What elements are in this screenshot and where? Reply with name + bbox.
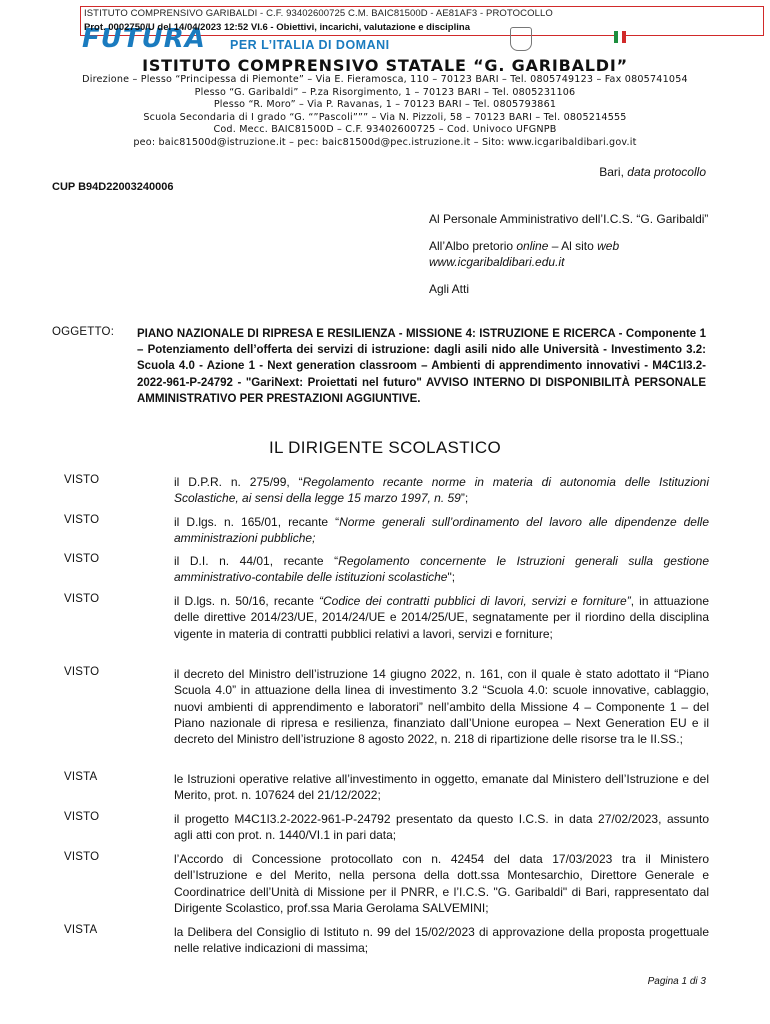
row-text	[174, 553, 709, 586]
row-text-part: il D.P.R. n. 275/99, “	[174, 475, 303, 489]
row-text-part: ";	[447, 570, 456, 585]
row-text-italic: “Codice dei contratti pubblici di lavori, servizi e forniture”	[318, 594, 631, 608]
date-text: data protocollo	[627, 165, 706, 179]
futura-subtitle: PER L’ITALIA DI DOMANI	[230, 38, 390, 52]
row-label: VISTO	[64, 514, 100, 526]
address-line: Scuola Secondaria di I grado “G. “”Pascoli””” – Via N. Pizzoli, 58 – 70123 BARI – Tel. 0805214555	[143, 111, 627, 123]
row-text-italic: Regolamento recante norme in materia di autonomia delle Istituzioni Scolastiche, ai sensi della legge 15 marzo 1997, n. 59	[174, 475, 710, 506]
school-website-link[interactable]: www.icgaribaldibari.edu.it	[429, 255, 565, 269]
address-line: Cod. Mecc. BAIC81500D – C.F. 93402600725 – Cod. Univoco UFGNPB	[213, 124, 557, 136]
row-label: VISTO	[64, 593, 100, 605]
row-text-italic: Norme generali sull’ordinamento del lavoro alle dipendenze delle amministrazioni pubbliche;	[174, 515, 709, 546]
row-text-part: il D.I. n. 44/01, recante “	[174, 554, 339, 568]
address-line: Direzione – Plesso “Principessa di Piemonte” – Via E. Fieramosca, 110 – 70123 BARI – Tel. 0805749123 – Fax 0805741054	[82, 74, 688, 85]
row-label: VISTO	[64, 553, 100, 565]
place-date	[599, 165, 706, 179]
place: Bari,	[599, 165, 628, 179]
futura-logo: FUTURA	[82, 24, 206, 54]
row-text-part: il D.lgs. n. 165/01, recante “	[174, 515, 340, 529]
school-address-block	[0, 74, 770, 150]
row-text: l’Accordo di Concessione protocollato con n. 42454 del data 17/03/2023 tra il Ministero dell’Istruzione e del Merito, nella persona della dott.ssa Montesarchio, Direttore Generale e Coordinatrice dell’Unità di Missione per il PNRR, e l’I.C.S. "G. Garibaldi" di Bari, rappresentato dal Dirigente Scolastico, prof.ssa Maria Gerolama SALVEMINI;	[174, 852, 709, 915]
row-label: VISTO	[64, 851, 100, 863]
row-label: VISTO	[64, 666, 100, 678]
row-text	[174, 474, 709, 507]
oggetto-label: OGGETTO:	[52, 326, 115, 338]
address-line: Plesso “R. Moro” – Via P. Ravanas, 1 – 70123 BARI – Tel. 0805793861	[213, 99, 557, 111]
row-text: le Istruzioni operative relative all’investimento in oggetto, emanate dal Ministero dell’Istruzione e del Merito, prot. n. 107624 del 21/12/2022;	[174, 772, 709, 803]
row-text: la Delibera del Consiglio di Istituto n. 99 del 15/02/2023 di approvazione della proposta progettuale nelle relative indicazioni di massima;	[174, 925, 709, 956]
row-text: il progetto M4C1I3.2-2022-961-P-24792 presentato da questo I.C.S. in data 27/02/2023, assunto agli atti con prot. n. 1440/VI.1 in pari data;	[174, 812, 709, 843]
recipient-atti: Agli Atti	[429, 281, 470, 296]
albo-online: online	[516, 238, 549, 253]
recipient-staff: Al Personale Amministrativo dell’I.C.S. “G. Garibaldi”	[429, 212, 709, 226]
row-text	[174, 514, 709, 547]
recipients-block	[429, 211, 719, 307]
cup-code: CUP B94D22003240006	[52, 181, 174, 193]
section-heading: IL DIRIGENTE SCOLASTICO	[268, 438, 502, 457]
oggetto-text: PIANO NAZIONALE DI RIPRESA E RESILIENZA - MISSIONE 4: ISTRUZIONE E RICERCA - Componente 1 – Potenziamento dell’offerta dei servizi di istruzione: dagli asili nido alle Università - Investimento 3.2: Scuola 4.0 - Azione 1 - Next generation classroom – Ambienti di apprendimento innovativi - M4C1I3.2-2022-961-P-24792 - "GariNext: Proiettati nel futuro" AVVISO INTERNO DI DISPONIBILITÀ PERSONALE AMMINISTRATIVO PER PRESTAZIONI AGGIUNTIVE.	[137, 328, 706, 405]
albo-mid: – Al sito	[548, 238, 598, 253]
row-label: VISTA	[64, 771, 98, 783]
italy-flag-icon	[614, 31, 626, 43]
republic-emblem-icon	[510, 27, 532, 51]
row-label: VISTO	[64, 474, 100, 486]
row-text	[174, 593, 709, 642]
recipient-albo	[429, 238, 719, 271]
row-text-part: il D.lgs. n. 50/16, recante	[174, 594, 319, 608]
address-line: peo: baic81500d@istruzione.it – pec: baic81500d@pec.istruzione.it – Sito: www.icgaribaldibari.gov.it	[133, 136, 637, 148]
row-text-part: , in attuazione delle direttive 2014/23/UE, 2014/24/UE e 2014/25/UE, segnatamente per il riordino della disciplina vigente in materia di contratti pubblici relativi a lavori, servizi e forniture;	[174, 594, 709, 641]
row-label: VISTA	[64, 924, 98, 936]
row-label: VISTO	[64, 811, 100, 823]
stamp-line-2: Prot. 0002750/U del 14/04/2023 12:52 VI.6 - Obiettivi, incarichi, valutazione e disciplina	[84, 22, 470, 33]
albo-prefix: All’Albo pretorio	[429, 238, 517, 253]
row-text: il decreto del Ministro dell’istruzione 14 giugno 2022, n. 161, con il quale è stato adottato il “Piano Scuola 4.0” in attuazione della linea di investimento 3.2 “Scuola 4.0: scuole innovative, cablaggio, nuovi ambienti di apprendimento e laboratori” nell’ambito della Missione 4 – Componente 1 – del Piano nazionale di ripresa e resilienza, finanziato dall’Unione europea – Next Generation EU e il decreto del Ministro dell’istruzione 8 agosto 2022, n. 218 di ripartizione delle risorse tra le II.SS.;	[174, 667, 709, 747]
stamp-line-1: ISTITUTO COMPRENSIVO GARIBALDI - C.F. 93402600725 C.M. BAIC81500D - AE81AF3 - PROTOCOLLO	[84, 8, 553, 19]
row-text-part: ”;	[460, 491, 469, 506]
school-title: ISTITUTO COMPRENSIVO STATALE “G. GARIBALDI”	[142, 56, 628, 75]
albo-web: web	[597, 238, 620, 253]
page-number: Pagina 1 di 3	[647, 976, 706, 987]
row-text-italic: Regolamento concernente le Istruzioni generali sulla gestione amministrativo-contabile delle istituzioni scolastiche	[174, 554, 709, 585]
address-line: Plesso “G. Garibaldi” – P.za Risorgimento, 1 – 70123 BARI – Tel. 0805231106	[194, 86, 576, 98]
